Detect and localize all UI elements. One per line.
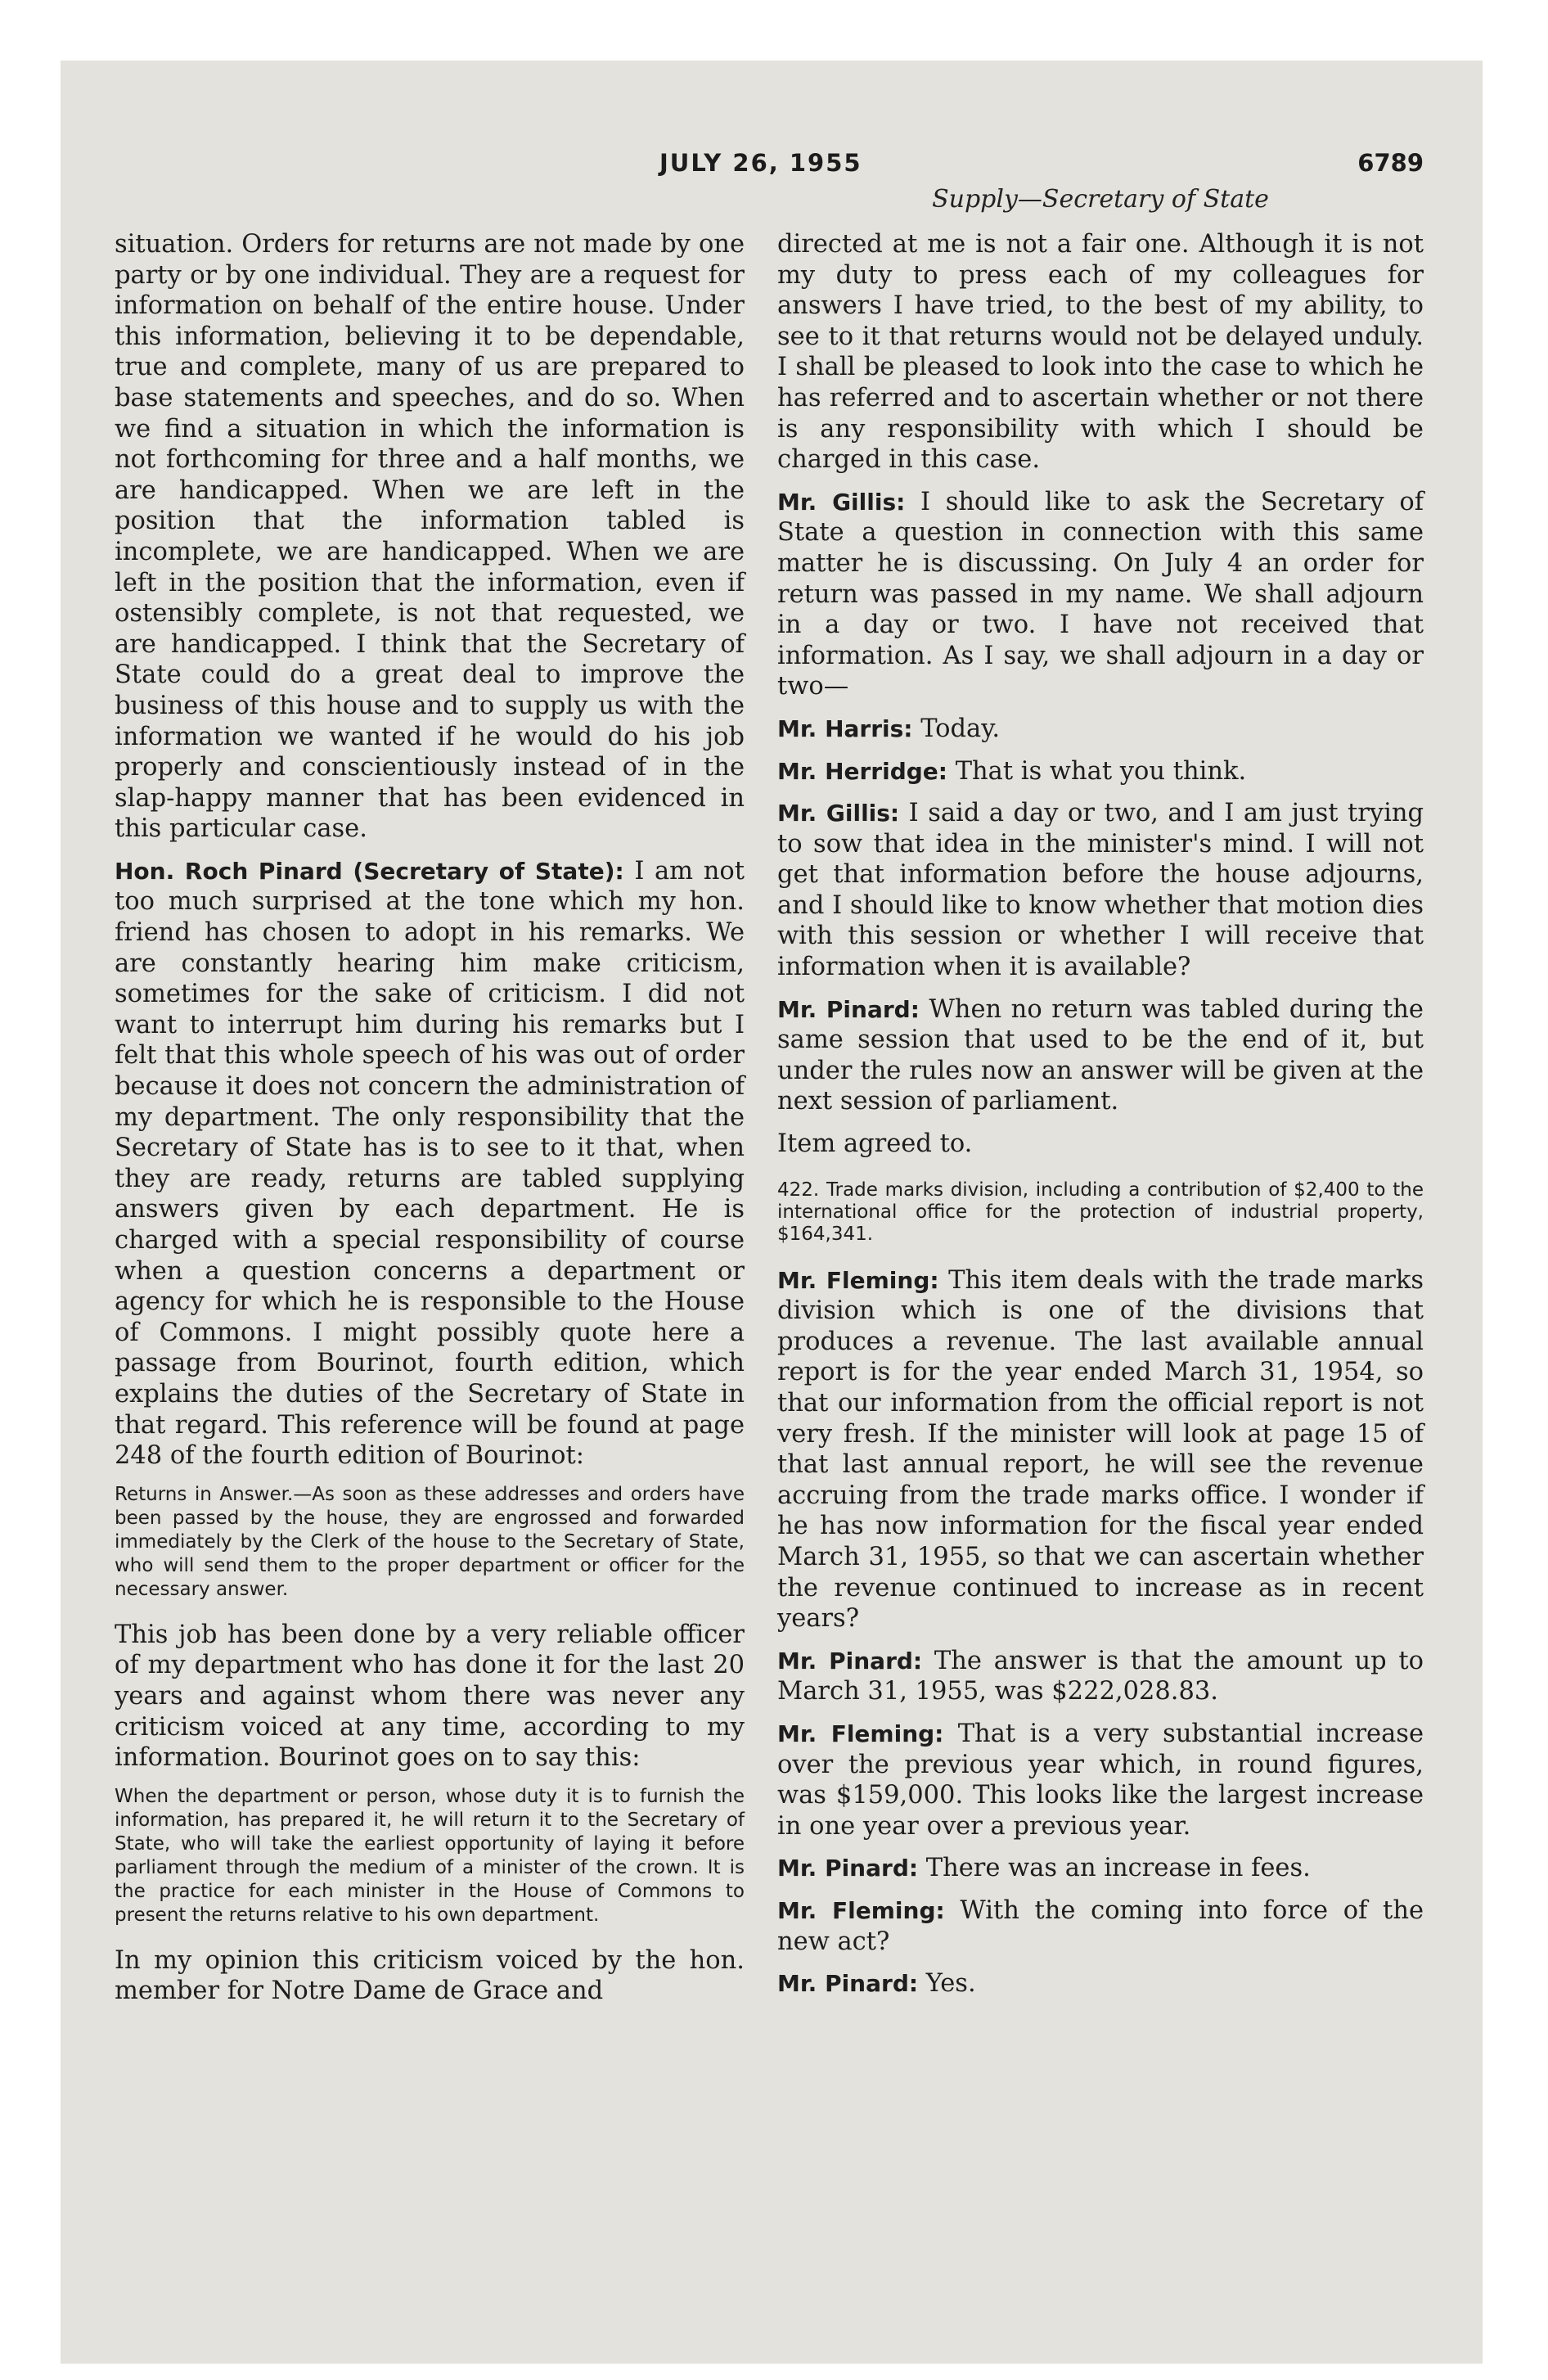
speaker-name: Mr. Fleming: [777,1266,939,1294]
speaker-name: Mr. Gillis: [777,488,906,516]
speaker-name: Mr. Gillis: [777,800,900,827]
block-quote: When the department or person, whose duty it is to furnish the information, has prepared it, he will return it to the Secretary of State, who will take the earliest opportunity of laying it before parliament through the medium of a minister of the crown. It is the practice for each minister in the House of Commons to present the returns relative to his own department. [115,1785,745,1926]
speech-text: When no return was tabled during the same session that used to be the end of it, but under the rules now an answer will be given at the next session of parliament. [777,994,1424,1116]
speech-paragraph [777,1968,1424,1999]
speech-paragraph [777,1265,1424,1634]
speech-text: With the coming into force of the new act? [777,1895,1424,1956]
paragraph: This job has been done by a very reliable officer of my department who has done it for the last 20 years and against whom there was never any criticism voiced at any time, according to my information. Bourinot goes on to say this: [115,1620,745,1773]
speaker-name: Mr. Fleming: [777,1720,944,1747]
speech-paragraph [115,856,745,1472]
speaker-name: Mr. Harris: [777,714,913,742]
speech-text: I said a day or two, and I am just trying to sow that idea in the minister's mind. I will not get that information before the house adjourns, and I should like to know whether that motion dies with this session or whether I will receive that information when it is available? [777,799,1424,982]
speaker-name: Mr. Pinard: [777,1970,919,1998]
speech-text: That is what you think. [955,756,1247,786]
estimate-item: 422. Trade marks division, including a contribution of $2,400 to the international office for the protection of industrial property, $164,341. [777,1179,1424,1245]
speech-text: The answer is that the amount up to March 31, 1955, was $222,028.83. [777,1646,1424,1706]
speech-text: I should like to ask the Secretary of State a question in connection with this same matter he is discussing. On July 4 an order for return was passed in my name. We shall adjourn in a day or two. I have not received that information. As I say, we shall adjourn in a day or two— [777,487,1424,701]
speaker-name: Hon. Roch Pinard (Secretary of State): [115,857,624,885]
paragraph: In my opinion this criticism voiced by the hon. member for Notre Dame de Grace and [115,1945,745,2006]
left-column [115,229,745,2018]
speech-paragraph [777,994,1424,1117]
block-quote: Returns in Answer.—As soon as these addresses and orders have been passed by the house, they are engrossed and forwarded immediately by the Clerk of the house to the Secretary of State, who will send them to the proper department or officer for the necessary answer. [115,1483,745,1600]
speaker-name: Mr. Pinard: [777,1855,919,1882]
speech-text: That is a very substantial increase over the previous year which, in round figures, was $159,000. This looks like the largest increase in one year over a previous year. [777,1719,1424,1841]
speech-paragraph [777,1646,1424,1707]
speech-paragraph [777,798,1424,983]
speech-text: There was an increase in fees. [925,1854,1311,1883]
speaker-name: Mr. Fleming: [777,1896,945,1924]
page-number: 6789 [1357,149,1424,177]
speech-text: I am not too much surprised at the tone which my hon. friend has chosen to adopt in his remarks. We are constantly hearing him make criticism, sometimes for the sake of criticism. I did not want to interrupt him during his remarks but I felt that this whole speech of his was out of order because it does not concern the administration of my department. The only responsibility that the Secretary of State has is to see to it that, when they are ready, returns are tabled supplying answers given by each department. He is charged with a special responsibility of course when a question concerns a department or agency for which he is responsible to the House of Commons. I might possibly quote here a passage from Bourinot, fourth edition, which explains the duties of the Secretary of State in that regard. This reference will be found at page 248 of the fourth edition of Bourinot: [115,856,745,1471]
speech-paragraph [777,1719,1424,1841]
section-subheading: Supply—Secretary of State [932,185,1269,214]
speech-paragraph [777,714,1424,745]
paragraph: situation. Orders for returns are not made by one party or by one individual. They are a request for information on behalf of the entire house. Under this information, believing it to be dependable, true and complete, many of us are prepared to base statements and speeches, and do so. When we find a situation in which the information is not forthcoming for three and a half months, we are handicapped. When we are left in the position that the information tabled is incomplete, we are handicapped. When we are left in the position that the information, even if ostensibly complete, is not that requested, we are handicapped. I think that the Secretary of State could do a great deal to improve the business of this house and to supply us with the information we wanted if he would do his job properly and conscientiously instead of in the slap-happy manner that has been evidenced in this particular case. [115,230,745,844]
speaker-name: Mr. Pinard: [777,995,920,1023]
speaker-name: Mr. Pinard: [777,1647,923,1675]
speech-text: Today. [920,714,1001,743]
item-agreed: Item agreed to. [777,1129,973,1159]
page-header [115,149,1424,190]
speech-paragraph [777,1895,1424,1957]
speech-text: This item deals with the trade marks division which is one of the divisions that produces a revenue. The last available annual report is for the year ended March 31, 1954, so that our information from the official report is not very fresh. If the minister will look at page 15 of that last annual report, he will see the revenue accruing from the trade marks office. I wonder if he has now information for the fiscal year ended March 31, 1955, so that we can ascertain whether the revenue continued to increase as in recent years? [777,1265,1424,1634]
speech-paragraph [777,1853,1424,1884]
speech-paragraph [777,487,1424,702]
speech-paragraph [777,756,1424,787]
page-date: JULY 26, 1955 [659,149,862,177]
speech-text: Yes. [925,1969,976,1999]
paragraph: directed at me is not a fair one. Although it is not my duty to press each of my colleagues for answers I have tried, to the best of my ability, to see to it that returns would not be delayed unduly. I shall be pleased to look into the case to which he has referred and to ascertain whether or not there is any responsibility with which I should be charged in this case. [777,230,1424,475]
right-column [777,229,1424,2011]
speaker-name: Mr. Herridge: [777,757,947,785]
